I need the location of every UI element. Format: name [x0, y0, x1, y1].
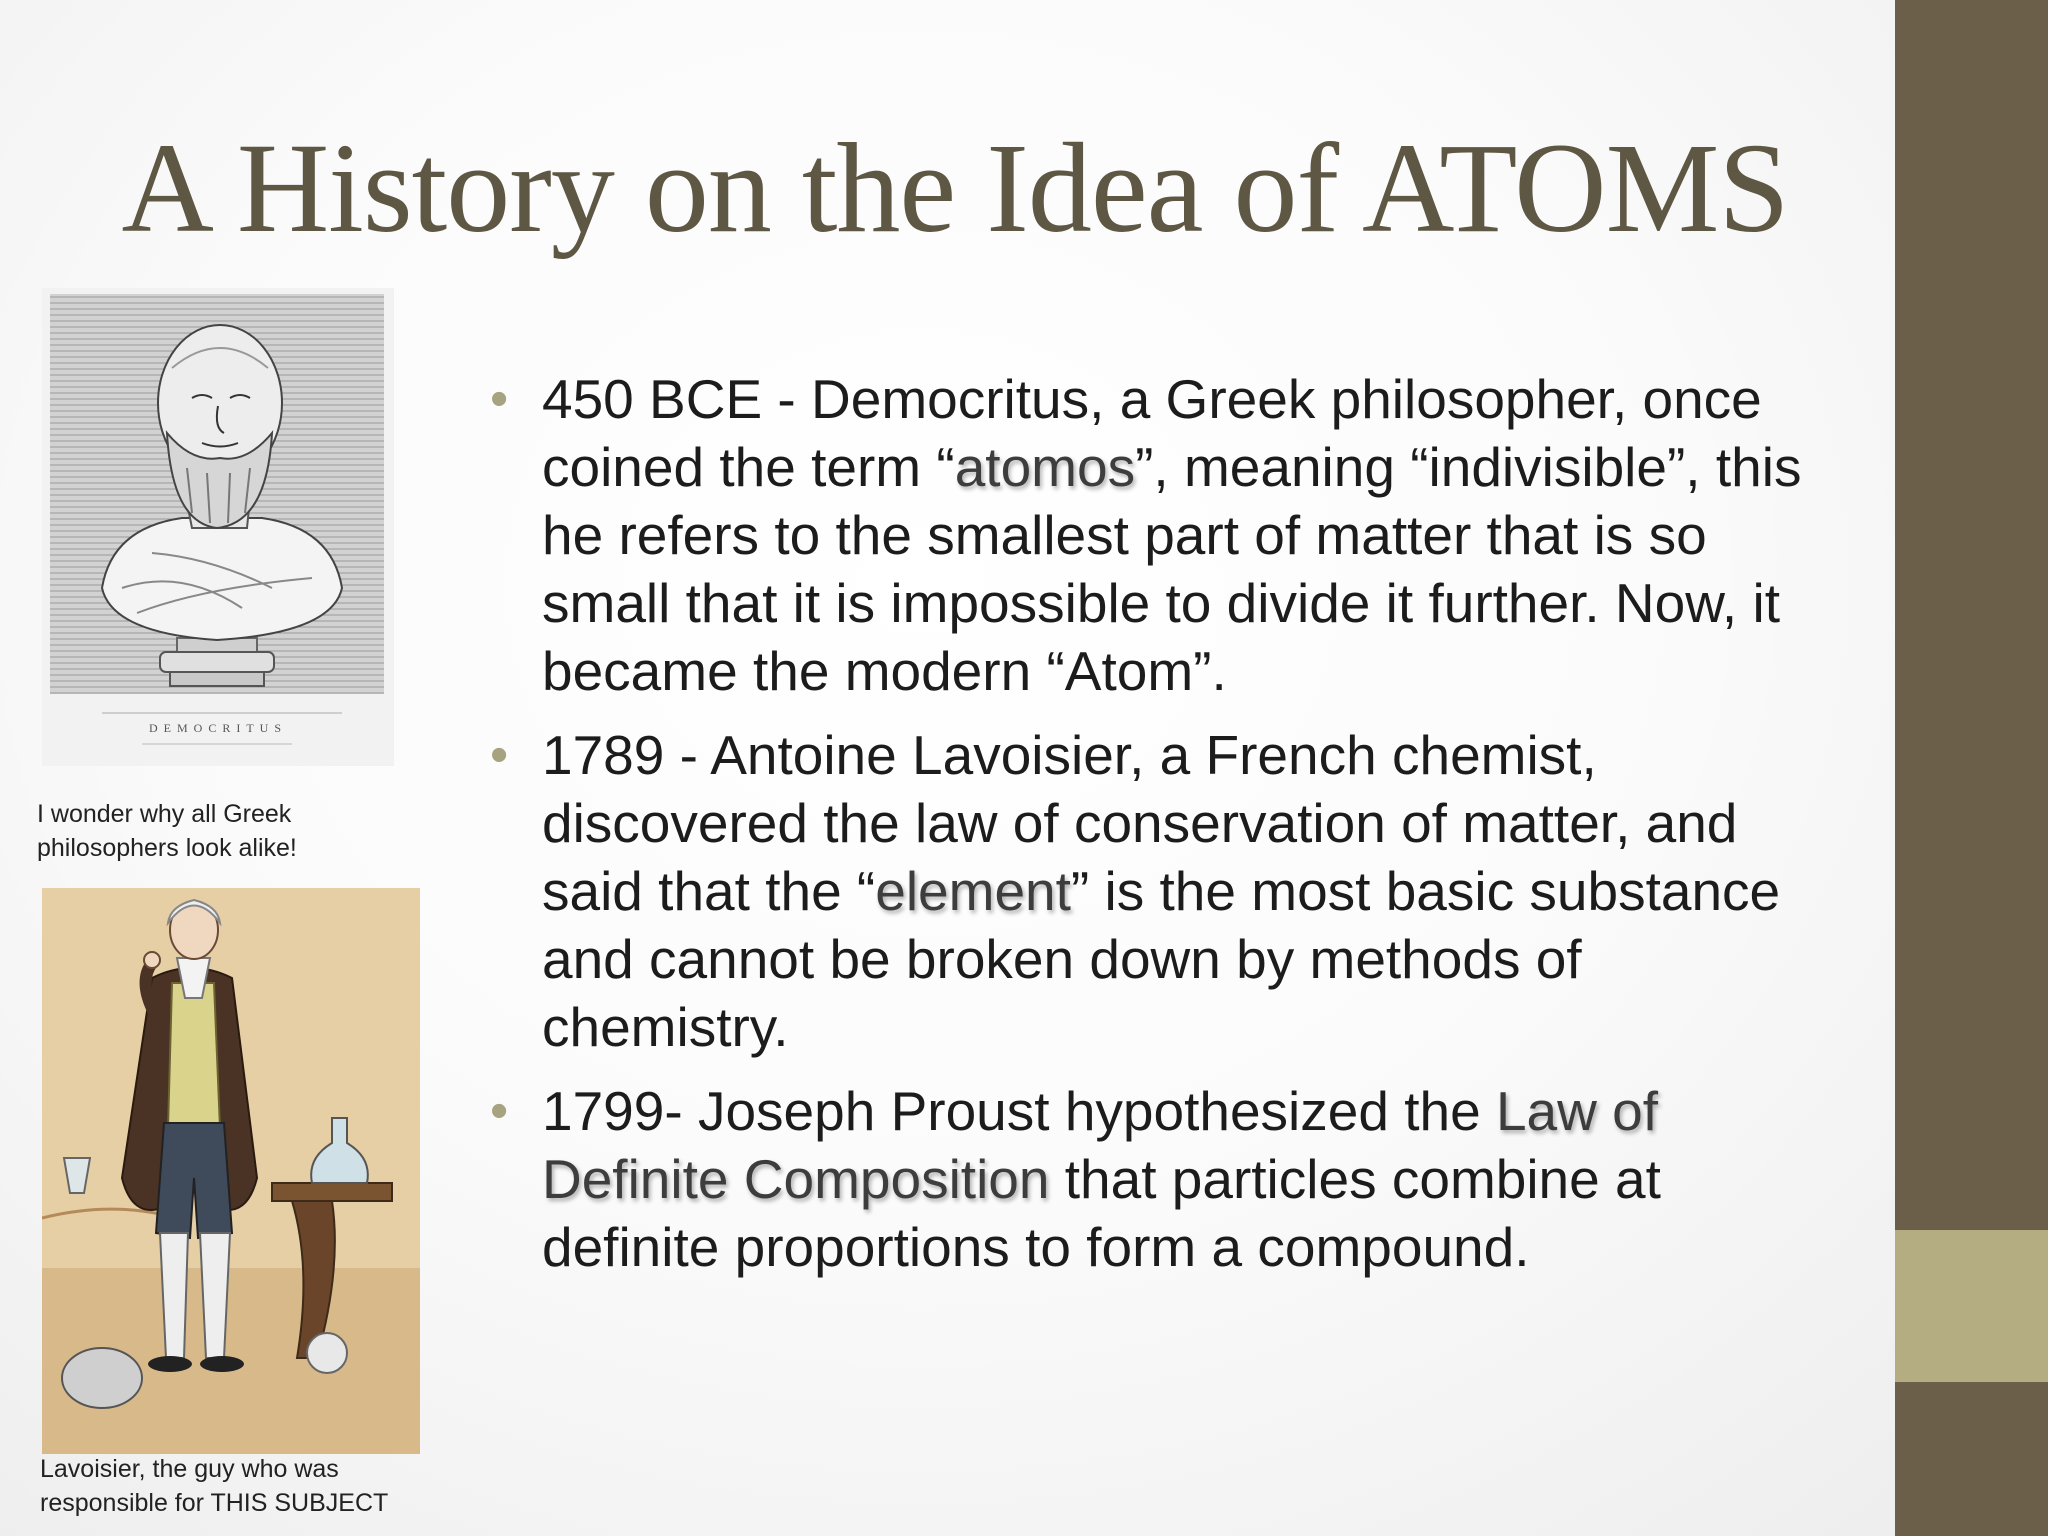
bullet-text-part: 1789 - Antoine Lavoisier, a French chemist, discovered the law of conservation of matter, and said that the “ [542, 724, 1738, 922]
bullet-text-part: 450 BCE - Democritus, a Greek philosopher, once coined the term “ [542, 368, 1762, 498]
lavoisier-engraving [42, 888, 420, 1454]
bullet-lavoisier [490, 721, 1820, 1061]
highlighted-term: element [875, 860, 1071, 922]
highlighted-term: Law of Definite Composition [542, 1080, 1659, 1210]
bullet-text-part: that particles combine at definite proportions to form a compound. [542, 1148, 1661, 1278]
bullet-proust [490, 1077, 1820, 1281]
lavoisier-portrait-image [42, 888, 420, 1454]
highlighted-term: atomos [954, 436, 1136, 498]
side-band-accent [1895, 1230, 2048, 1382]
bullet-marker: • [490, 726, 509, 784]
democritus-caption: I wonder why all Greek philosophers look alike! [37, 800, 297, 862]
decorative-side-band [1895, 0, 2048, 1536]
bullet-text-part: 1799- Joseph Proust hypothesized the [542, 1080, 1496, 1142]
lavoisier-caption: Lavoisier, the guy who was responsible for THIS SUBJECT [40, 1455, 389, 1517]
democritus-bust-image [42, 288, 394, 766]
bullet-democritus [490, 365, 1820, 705]
bullet-text-part: ” is the most basic substance and cannot be broken down by methods of chemistry. [542, 860, 1781, 1058]
bust-plaque-text: DEMOCRITUS [148, 721, 288, 735]
democritus-engraving [42, 288, 394, 766]
bullet-marker: • [490, 370, 509, 428]
bullet-list [490, 365, 1820, 1297]
slide-title: A History on the Idea of ATOMS [121, 117, 1789, 259]
bullet-marker: • [490, 1082, 509, 1140]
bullet-text-part: ”, meaning “indivisible”, this he refers to the smallest part of matter that is so small that it is impossible to divide it further. Now, it became the modern “Atom”. [542, 436, 1802, 702]
